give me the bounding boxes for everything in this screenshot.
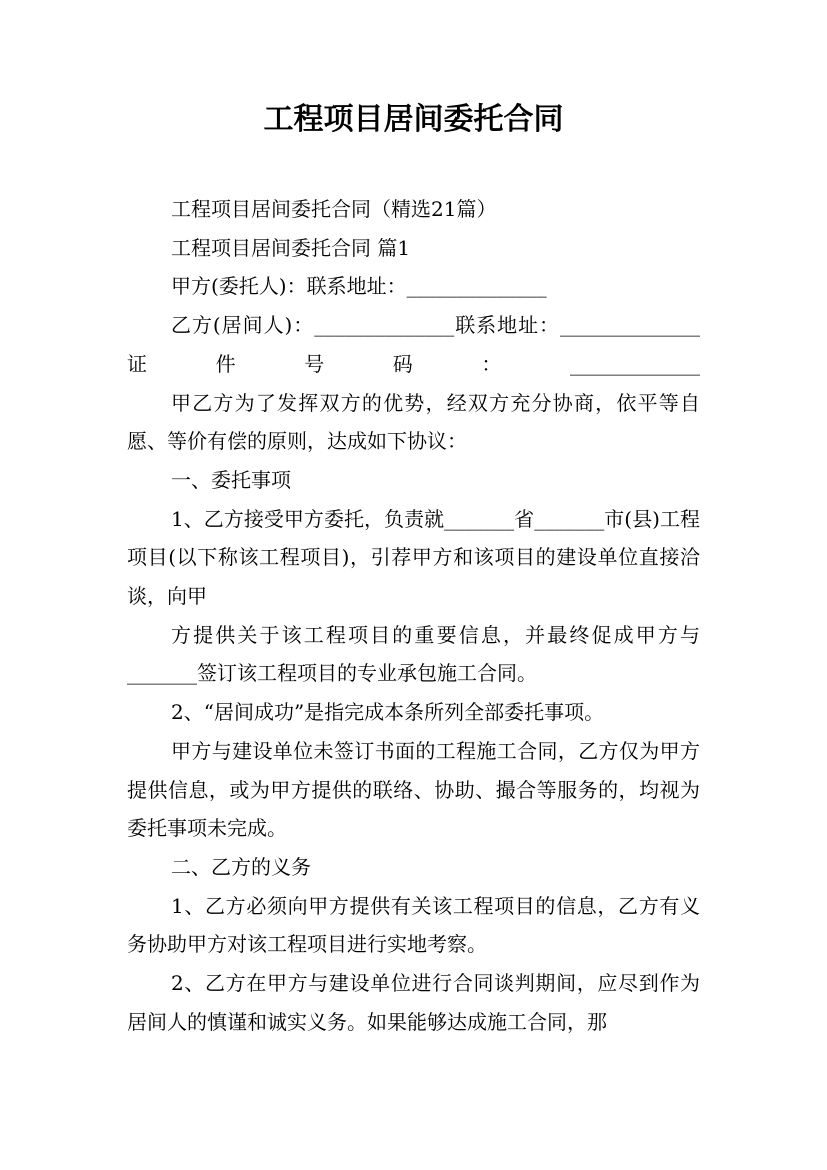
paragraph-party-a: 甲方(委托人)：联系地址：______________ [171,274,547,299]
paragraph-clause-2-2: 2、乙方在甲方与建设单位进行合同谈判期间，应尽到作为居间人的慎谨和诚实义务。如果能够达成施工合同，那 [127,971,700,1034]
paragraph-clause-1-2: 2、“居间成功”是指完成本条所列全部委托事项。 [171,700,605,725]
paragraph-clause-1-2-cont: 甲方与建设单位未签订书面的工程施工合同，乙方仅为甲方提供信息，或为甲方提供的联络、协助、撮合等服务的，均视为委托事项未完成。 [127,738,700,841]
paragraph-clause-1-1: 1、乙方接受甲方委托，负责就_______省_______市(县)工程项目(以下称该工程项目)，引荐甲方和该项目的建设单位直接洽谈，向甲 [127,506,700,609]
document-title: 工程项目居间委托合同 [263,102,564,137]
paragraph-clause-2-1: 1、乙方必须向甲方提供有关该工程项目的信息，乙方有义务协助甲方对该工程项目进行实地考察。 [127,893,700,957]
heading-party-b-obligations: 二、乙方的义务 [171,854,311,879]
document-body [127,190,700,1041]
paragraph-section-label: 工程项目居间委托合同 篇1 [171,235,411,260]
paragraph-preamble: 甲乙方为了发挥双方的优势，经双方充分协商，依平等自愿、等价有偿的原则，达成如下协议： [127,390,700,454]
paragraph-subtitle: 工程项目居间委托合同（精选21篇） [171,197,497,221]
heading-entrusted-matters: 一、委托事项 [171,467,291,492]
paragraph-party-b: 乙方(居间人)：______________联系地址：______________证件号码：_____________ [127,313,700,376]
paragraph-clause-1-1-cont: 方提供关于该工程项目的重要信息，并最终促成甲方与_______签订该工程项目的专业承包施工合同。 [127,622,700,686]
